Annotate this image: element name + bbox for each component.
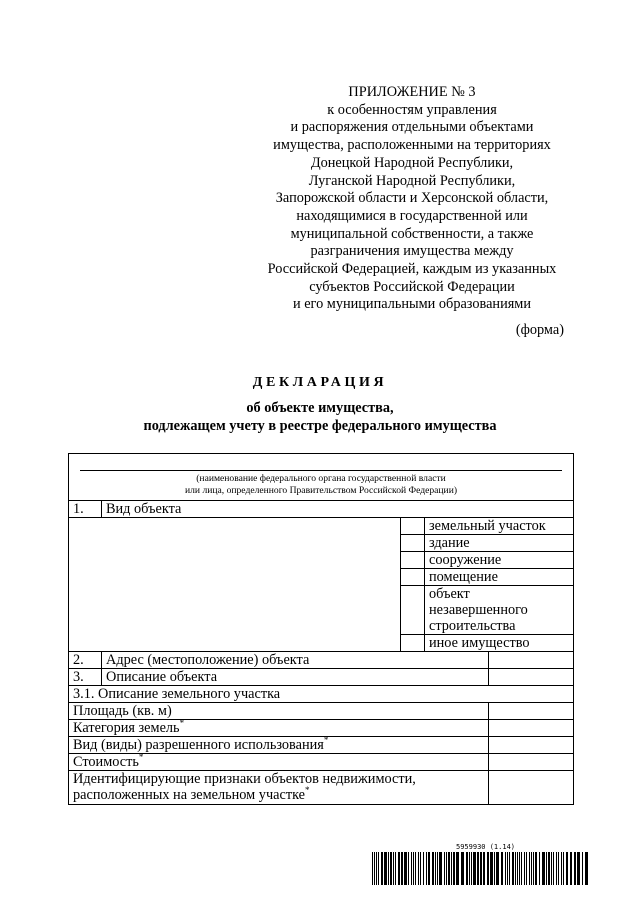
annex-line: субъектов Российской Федерации	[309, 278, 515, 295]
authority-name-caption: (наименование федерального органа государственной власти или лица, определенного Правительством Российской Федерации)	[185, 473, 458, 496]
option-unfinished-construction: объект незавершенного строительства	[425, 586, 574, 635]
object-type-blank	[69, 518, 401, 652]
barcode-number: 5959930 (1.14)	[456, 843, 516, 851]
description-value-cell[interactable]	[489, 669, 574, 686]
area-value-cell[interactable]	[489, 703, 574, 720]
annex-line: Донецкой Народной Республики,	[310, 154, 514, 171]
area-label: Площадь (кв. м)	[69, 703, 489, 720]
annex-line: и его муниципальными образованиями	[292, 296, 532, 313]
checkbox-unfinished[interactable]	[401, 586, 425, 635]
declaration-title: ДЕКЛАРАЦИЯ	[252, 375, 388, 390]
declaration-subtitle-line1: об объекте имущества,	[246, 400, 394, 416]
annex-line: имущества, расположенными на территориях	[273, 137, 551, 154]
option-structure: сооружение	[425, 552, 574, 569]
permitted-use-value-cell[interactable]	[489, 737, 574, 754]
annex-line: разграничения имущества между	[310, 243, 514, 260]
declaration-subtitle	[0, 399, 640, 435]
annex-line: и распоряжения отдельными объектами	[290, 119, 534, 136]
declaration-subtitle-line2: подлежащем учету в реестре федерального имущества	[143, 418, 497, 434]
option-other-property: иное имущество	[425, 635, 574, 652]
declaration-form-table	[68, 453, 574, 805]
checkbox-premises[interactable]	[401, 569, 425, 586]
annex-line: муниципальной собственности, а также	[290, 225, 534, 242]
annex-header	[236, 84, 588, 314]
checkbox-other-property[interactable]	[401, 635, 425, 652]
authority-name-cell[interactable]	[69, 454, 574, 501]
form-label: (форма)	[515, 322, 564, 338]
barcode-area	[372, 843, 590, 885]
land-category-label: Категория земель*	[69, 720, 489, 737]
cost-label: Стоимость*	[69, 754, 489, 771]
annex-line: находящимися в государственной или	[296, 207, 528, 224]
section-2-number: 2.	[69, 652, 102, 669]
option-land-plot: земельный участок	[425, 518, 574, 535]
barcode	[372, 852, 590, 885]
checkbox-structure[interactable]	[401, 552, 425, 569]
annex-line: Луганской Народной Республики,	[308, 172, 516, 189]
address-value-cell[interactable]	[489, 652, 574, 669]
section-3-number: 3.	[69, 669, 102, 686]
annex-line: ПРИЛОЖЕНИЕ № 3	[348, 84, 476, 100]
annex-line: к особенностям управления	[327, 101, 497, 118]
section-2-label: Адрес (местоположение) объекта	[102, 652, 489, 669]
cost-value-cell[interactable]	[489, 754, 574, 771]
section-3-label: Описание объекта	[102, 669, 489, 686]
option-building: здание	[425, 535, 574, 552]
permitted-use-label: Вид (виды) разрешенного использования*	[69, 737, 489, 754]
identifying-features-value-cell[interactable]	[489, 771, 574, 805]
option-premises: помещение	[425, 569, 574, 586]
land-category-value-cell[interactable]	[489, 720, 574, 737]
identifying-features-label: Идентифицирующие признаки объектов недвижимости, расположенных на земельном участке*	[69, 771, 489, 805]
section-1-label: Вид объекта	[102, 501, 574, 518]
annex-line: Российской Федерацией, каждым из указанных	[267, 261, 557, 278]
checkbox-land-plot[interactable]	[401, 518, 425, 535]
section-1-number: 1.	[69, 501, 102, 518]
authority-name-line	[80, 470, 562, 471]
section-3-1-label: 3.1. Описание земельного участка	[69, 686, 574, 703]
checkbox-building[interactable]	[401, 535, 425, 552]
annex-line: Запорожской области и Херсонской области,	[275, 190, 549, 207]
